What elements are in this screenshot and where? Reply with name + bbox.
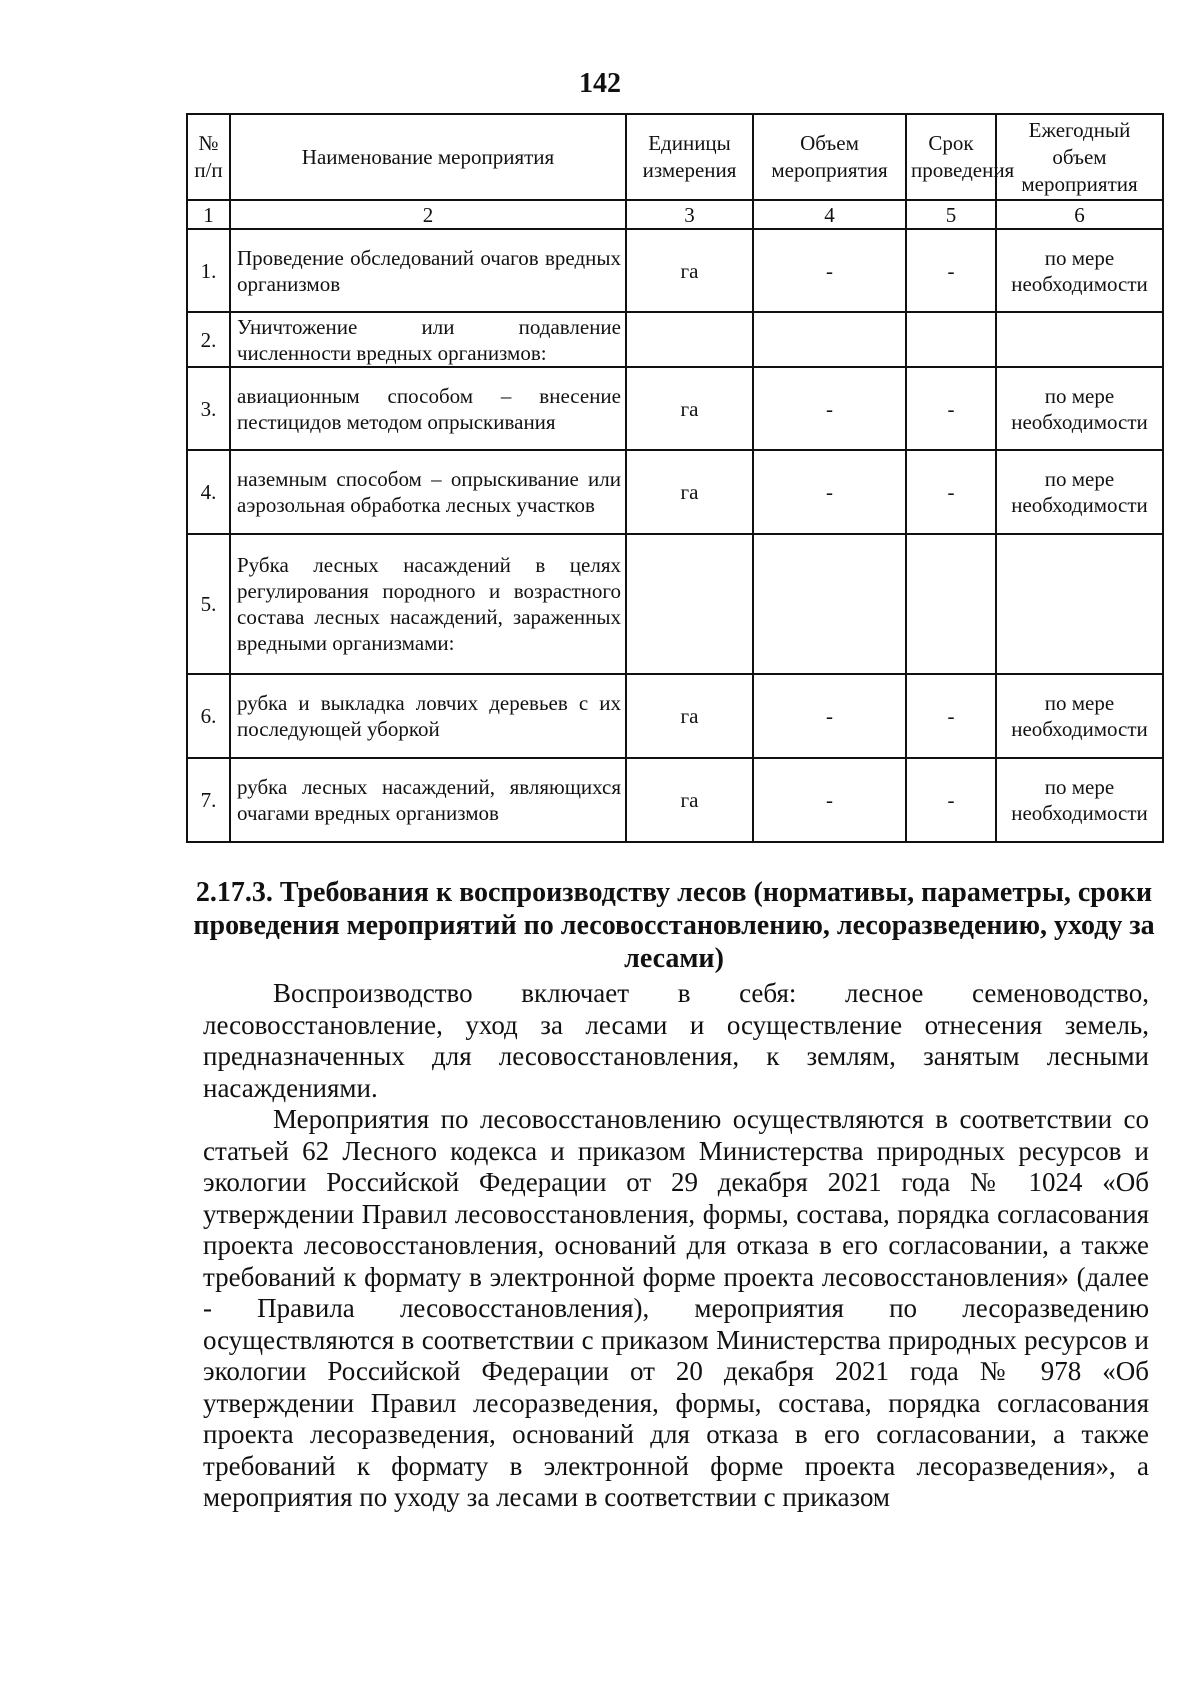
row-number: 6. (187, 674, 230, 758)
paragraph: Воспроизводство включает в себя: лесное семеноводство, лесовосстановление, уход за лесами и осуществление отнесения земель, предназначенных для лесовосстановления, к землям, занятым лесными насаждениями. (203, 978, 1149, 1103)
measure-term (906, 312, 996, 367)
measure-annual: по мере необходимости (996, 758, 1163, 842)
measure-term: - (906, 367, 996, 450)
header-term: Срок проведения (906, 114, 996, 200)
header-name: Наименование мероприятия (230, 114, 626, 200)
row-number: 4. (187, 450, 230, 534)
measure-term: - (906, 450, 996, 534)
paragraph: Мероприятия по лесовосстановлению осуществляются в соответствии со статьей 62 Лесного кодекса и приказом Министерства природных ресурсов и экологии Российской Федерации от 29 декабря 2021 года № 1024 «Об утверждении Правил лесовосстановления, формы, состава, порядка согласования проекта лесовосстановления, оснований для отказа в его согласовании, а также требований к формату в электронной форме проекта лесовосстановления» (далее - Правила лесовосстановления), мероприятия по лесоразведению осуществляются в соответствии с приказом Министерства природных ресурсов и экологии Российской Федерации от 20 декабря 2021 года № 978 «Об утверждении Правил лесоразведения, формы, состава, порядка согласования проекта лесоразведения, оснований для отказа в его согласовании, а также требований к формату в электронной форме проекта лесоразведения», а мероприятия по уходу за лесами в соответствии с приказом (203, 1104, 1149, 1512)
header-annual: Ежегодный объем мероприятия (996, 114, 1163, 200)
row-number: 5. (187, 534, 230, 674)
measure-annual: по мере необходимости (996, 367, 1163, 450)
section-heading: 2.17.3. Требования к воспроизводству лесов (нормативы, параметры, сроки проведения мероприятий по лесовосстановлению, лесоразведению, уходу за лесами) (193, 877, 1155, 974)
column-number: 1 (187, 200, 230, 229)
measure-annual (996, 534, 1163, 674)
measure-volume (753, 534, 906, 674)
measure-volume: - (753, 229, 906, 312)
table-header-row (187, 114, 1163, 200)
column-number: 3 (626, 200, 753, 229)
measure-volume: - (753, 758, 906, 842)
measure-annual: по мере необходимости (996, 229, 1163, 312)
table-row (187, 229, 1163, 312)
measure-term: - (906, 674, 996, 758)
measure-unit: га (626, 758, 753, 842)
measure-name: наземным способом – опрыскивание или аэрозольная обработка лесных участков (230, 450, 626, 534)
header-volume: Объем мероприятия (753, 114, 906, 200)
measure-name: рубка лесных насаждений, являющихся очагами вредных организмов (230, 758, 626, 842)
measure-name: Уничтожение или подавление численности вредных организмов: (230, 312, 626, 367)
measure-unit: га (626, 450, 753, 534)
body-text (203, 978, 1149, 1514)
measure-name: рубка и выкладка ловчих деревьев с их последующей уборкой (230, 674, 626, 758)
measure-annual: по мере необходимости (996, 674, 1163, 758)
measure-annual: по мере необходимости (996, 450, 1163, 534)
header-number: № п/п (187, 114, 230, 200)
measure-unit: га (626, 674, 753, 758)
measure-volume: - (753, 450, 906, 534)
measure-unit: га (626, 367, 753, 450)
row-number: 1. (187, 229, 230, 312)
measure-volume (753, 312, 906, 367)
table-row (187, 758, 1163, 842)
measure-annual (996, 312, 1163, 367)
table-row (187, 534, 1163, 674)
measure-name: Рубка лесных насаждений в целях регулирования породного и возрастного состава лесных насаждений, зараженных вредными организмами: (230, 534, 626, 674)
measure-unit: га (626, 229, 753, 312)
row-number: 3. (187, 367, 230, 450)
measure-unit (626, 312, 753, 367)
measure-term (906, 534, 996, 674)
measures-table (186, 113, 1164, 843)
measure-name: авиационным способом – внесение пестицидов методом опрыскивания (230, 367, 626, 450)
table-row (187, 367, 1163, 450)
table-row (187, 312, 1163, 367)
column-number: 4 (753, 200, 906, 229)
measure-term: - (906, 229, 996, 312)
column-number: 6 (996, 200, 1163, 229)
column-number: 5 (906, 200, 996, 229)
page-number: 142 (579, 68, 621, 99)
column-number: 2 (230, 200, 626, 229)
measure-name: Проведение обследований очагов вредных организмов (230, 229, 626, 312)
header-unit: Единицы измерения (626, 114, 753, 200)
row-number: 2. (187, 312, 230, 367)
measure-unit (626, 534, 753, 674)
measure-volume: - (753, 674, 906, 758)
measure-term: - (906, 758, 996, 842)
table-row (187, 450, 1163, 534)
column-number-row (187, 200, 1163, 229)
measure-volume: - (753, 367, 906, 450)
table-row (187, 674, 1163, 758)
row-number: 7. (187, 758, 230, 842)
